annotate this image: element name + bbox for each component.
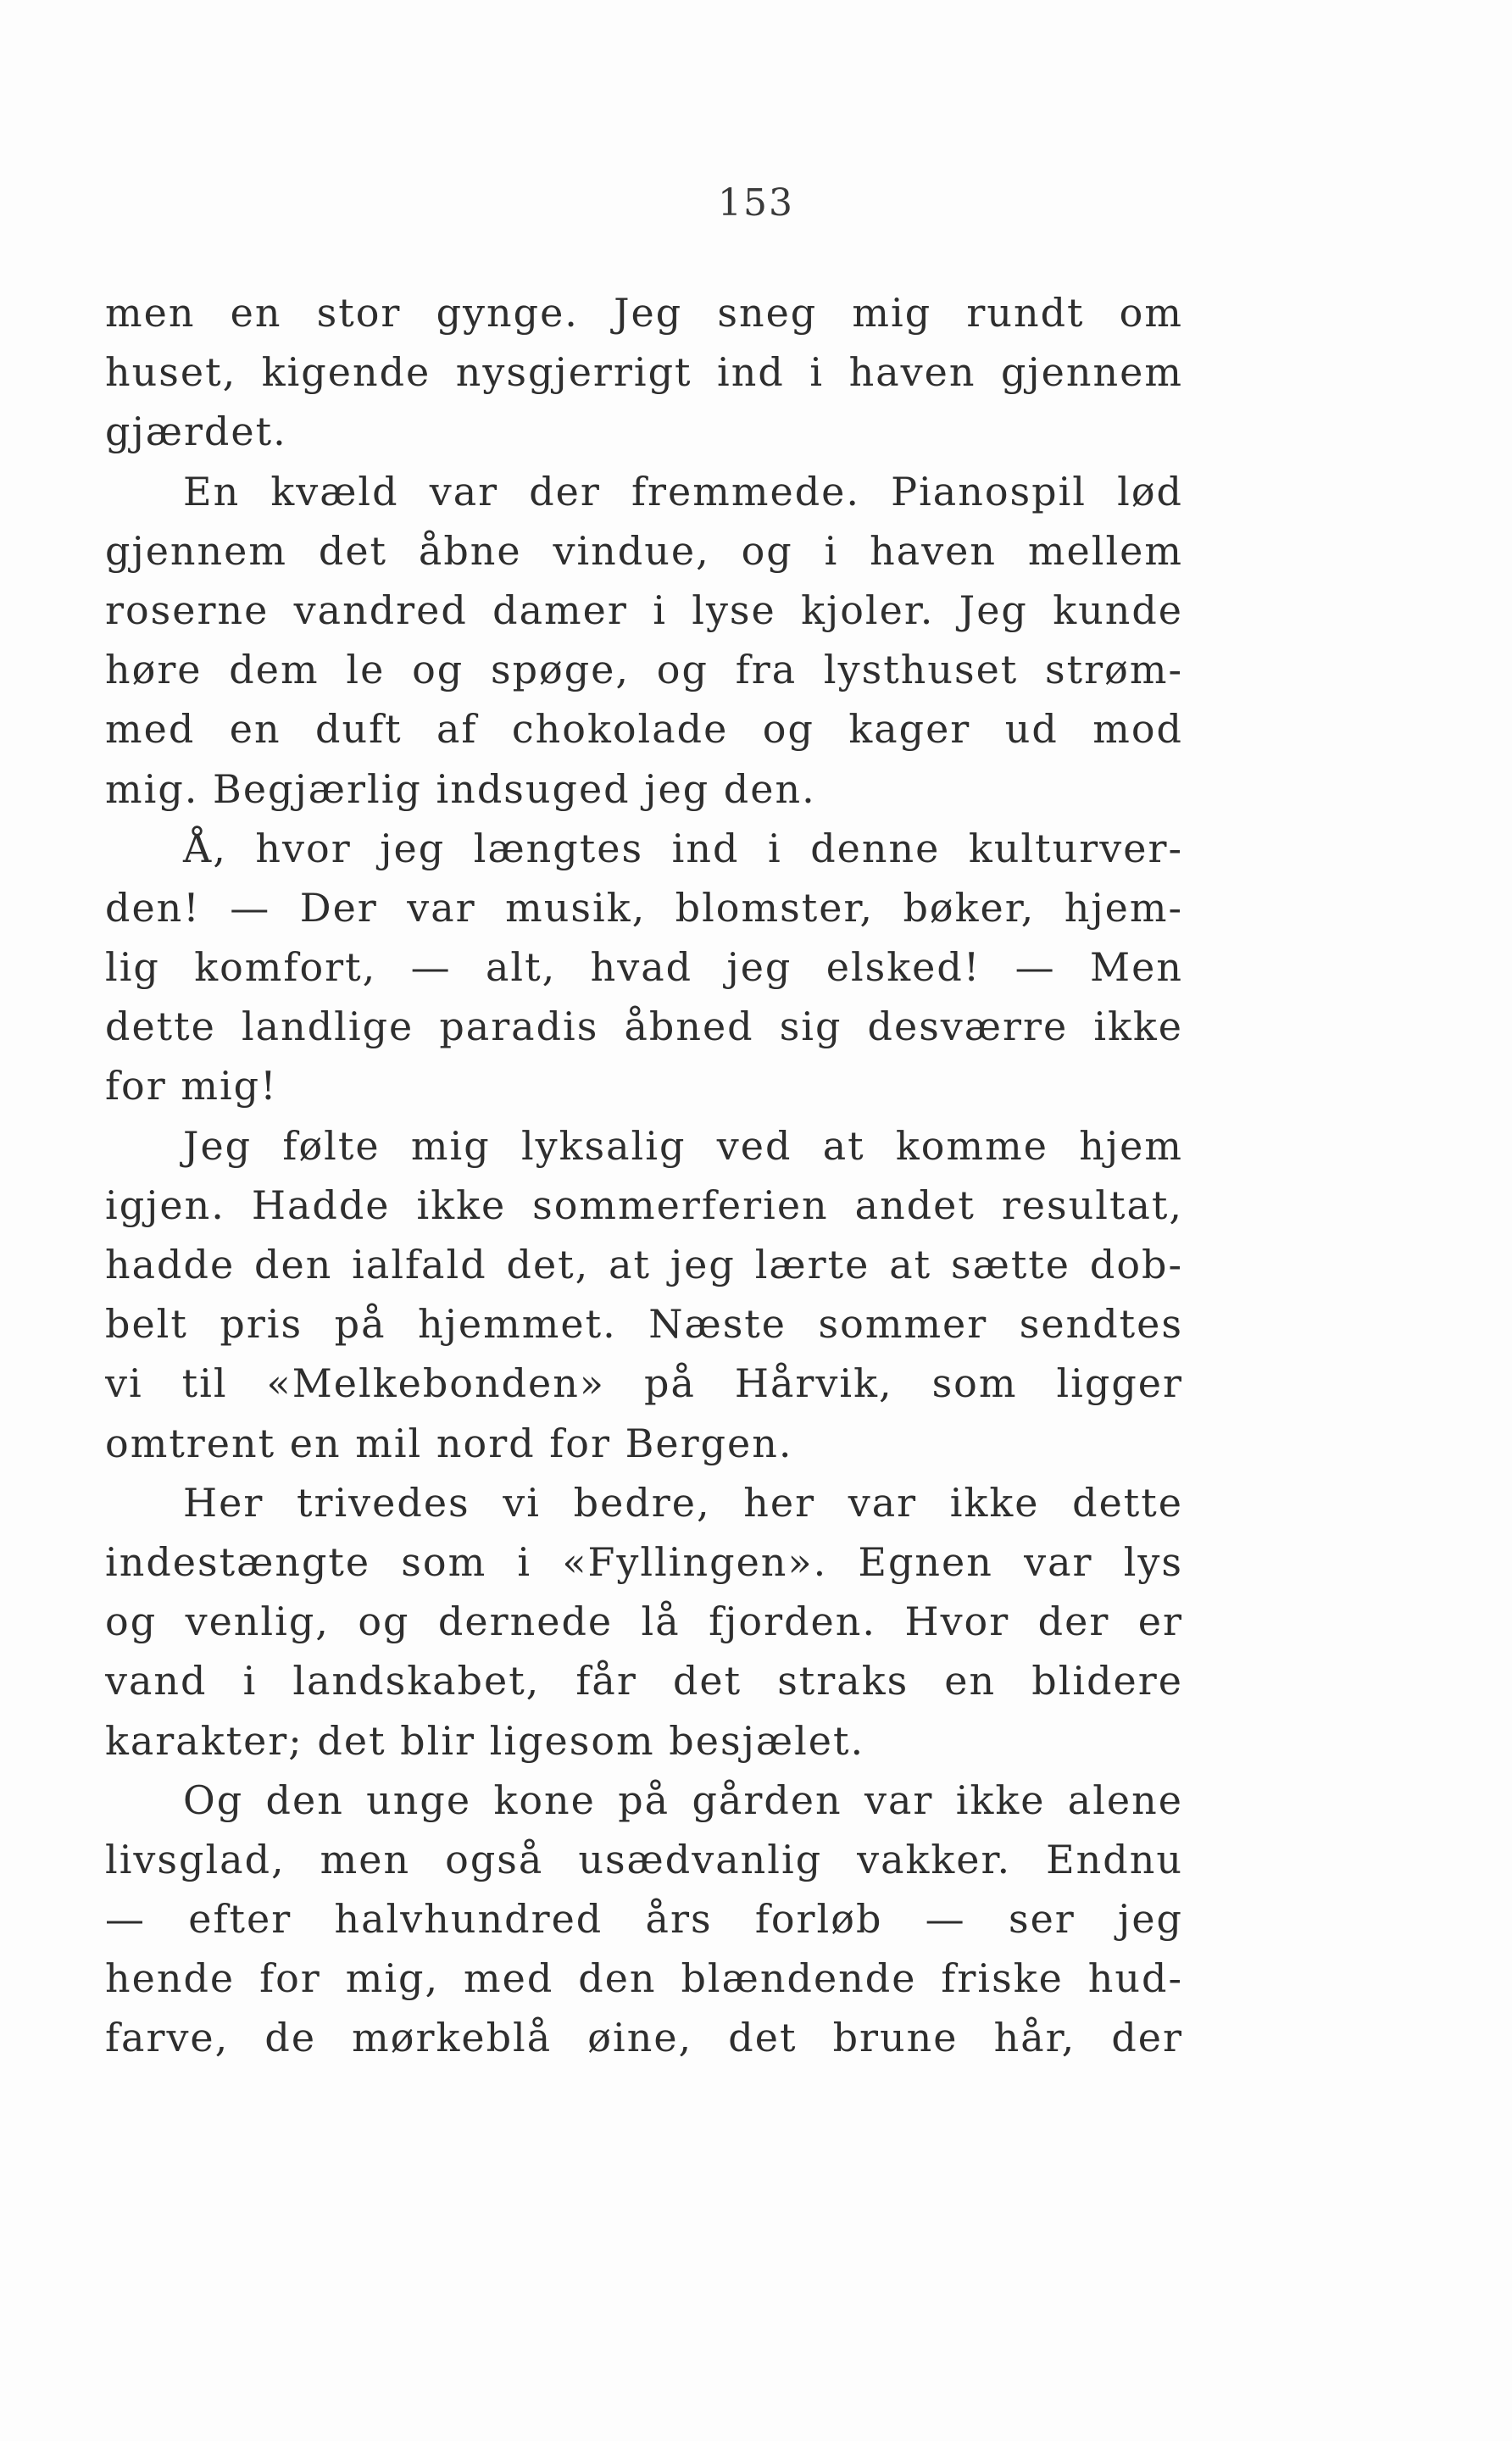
text-line: igjen. Hadde ikke sommerferien andet resultat, (105, 1182, 1183, 1228)
text-line: indestængte som i «Fyllingen». Egnen var lys (105, 1538, 1183, 1585)
text-line: livsglad, men også usædvanlig vakker. Endnu (105, 1836, 1183, 1882)
text-line: belt pris på hjemmet. Næste sommer sendtes (105, 1301, 1183, 1348)
text-line: dette landlige paradis åbned sig desværre ikke (105, 1004, 1183, 1050)
body-text (105, 283, 1183, 2068)
text-line: Jeg følte mig lyksalig ved at komme hjem (183, 1122, 1183, 1169)
text-line: Her trivedes vi bedre, her var ikke dette (183, 1479, 1183, 1526)
text-line: for mig! (105, 1063, 278, 1109)
text-line: lig komfort, — alt, hvad jeg elsked! — Men (105, 944, 1183, 991)
text-line: karakter; det blir ligesom besjælet. (105, 1717, 865, 1764)
text-line: Å, hvor jeg længtes ind i denne kulturver- (183, 825, 1183, 871)
text-line: gjærdet. (105, 409, 287, 455)
text-line: huset, kigende nysgjerrigt ind i haven gjennem (105, 349, 1183, 396)
text-line: vi til «Melkebonden» på Hårvik, som ligger (105, 1360, 1183, 1407)
text-line: den! — Der var musik, blomster, bøker, hjem- (105, 884, 1183, 931)
text-line: hende for mig, med den blændende friske hud- (105, 1955, 1183, 2002)
text-line: omtrent en mil nord for Bergen. (105, 1420, 793, 1466)
text-line: og venlig, og dernede lå fjorden. Hvor der er (105, 1599, 1183, 1645)
text-line: mig. Begjærlig indsuged jeg den. (105, 765, 816, 812)
text-line: men en stor gynge. Jeg sneg mig rundt om (105, 290, 1183, 336)
text-line: gjennem det åbne vindue, og i haven mellem (105, 527, 1183, 574)
text-line: høre dem le og spøge, og fra lysthuset strøm- (105, 647, 1183, 693)
text-line: — efter halvhundred års forløb — ser jeg (105, 1896, 1183, 1943)
text-line: med en duft af chokolade og kager ud mod (105, 706, 1183, 753)
text-line: Og den unge kone på gården var ikke alene (183, 1777, 1183, 1823)
text-line: vand i landskabet, får det straks en blidere (105, 1658, 1183, 1704)
text-line: farve, de mørkeblå øine, det brune hår, der (105, 2015, 1183, 2061)
text-line: En kvæld var der fremmede. Pianospil lød (183, 468, 1183, 514)
page-number: 153 (718, 181, 794, 225)
text-line: roserne vandred damer i lyse kjoler. Jeg kunde (105, 587, 1183, 633)
text-line: hadde den ialfald det, at jeg lærte at sætte dob- (105, 1242, 1183, 1287)
